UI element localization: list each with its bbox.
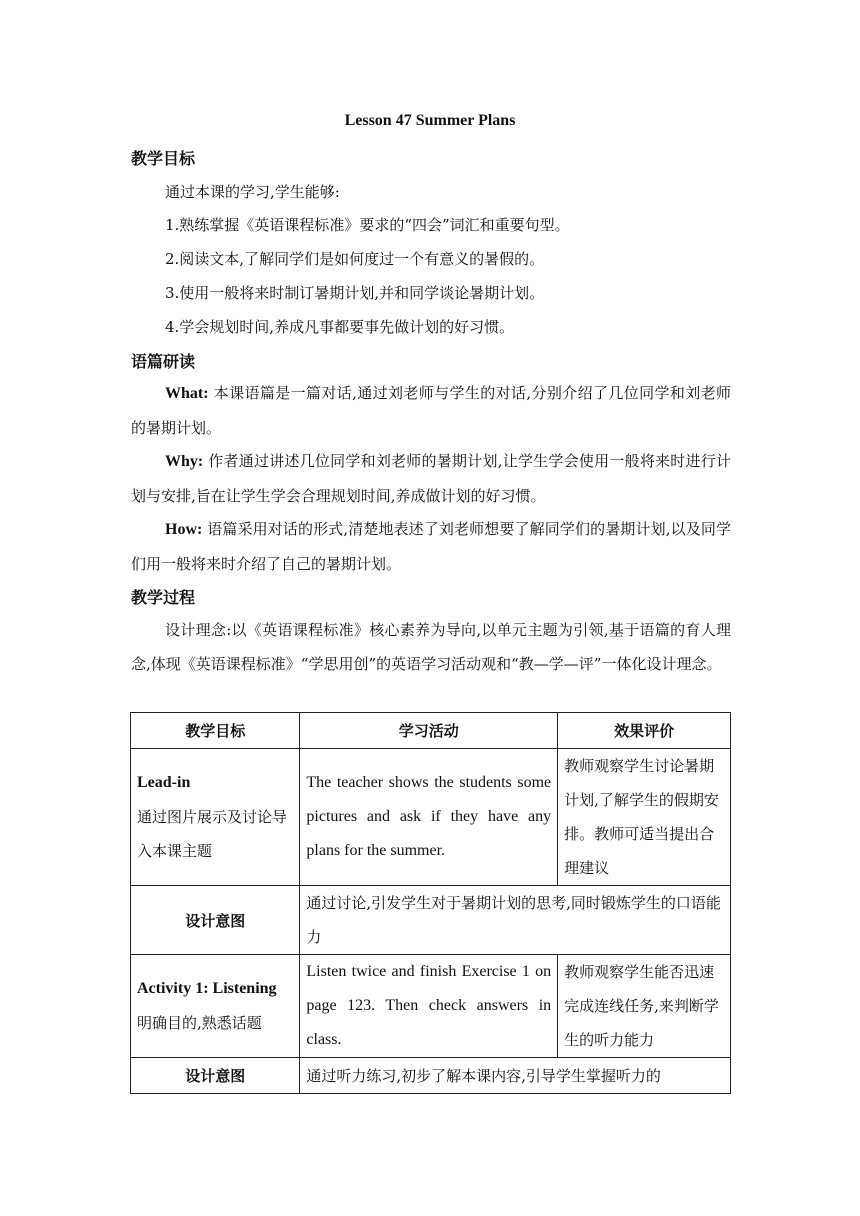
row4-intent-text: 通过听力练习,初步了解本课内容,引导学生掌握听力的	[300, 1058, 731, 1094]
row1-goal-text: 通过图片展示及讨论导入本课主题	[137, 808, 288, 860]
row2-intent-label: 设计意图	[131, 886, 300, 955]
table-row	[131, 1058, 731, 1094]
row3-activity: Listen twice and finish Exercise 1 on page 123. Then check answers in class.	[300, 955, 558, 1058]
objectives-heading: 教学目标	[131, 149, 196, 168]
what-label: What:	[165, 385, 209, 402]
row1-activity: The teacher shows the students some pictures and ask if they have any plans for the summer.	[300, 749, 558, 886]
row3-goal	[131, 955, 300, 1058]
objective-item-3: 3.使用一般将来时制订暑期计划,并和同学谈论暑期计划。	[165, 284, 545, 302]
row1-goal	[131, 749, 300, 886]
why-paragraph	[131, 444, 731, 513]
process-heading: 教学过程	[131, 588, 196, 607]
how-paragraph	[131, 512, 731, 581]
row3-goal-text: 明确目的,熟悉话题	[137, 1014, 262, 1032]
objective-item-4: 4.学会规划时间,养成凡事都要事先做计划的好习惯。	[165, 318, 515, 336]
row3-goal-title: Activity 1: Listening	[137, 980, 277, 997]
row1-evaluation: 教师观察学生讨论暑期计划,了解学生的假期安排。教师可适当提出合理建议	[558, 749, 731, 886]
table-header-row	[131, 713, 731, 749]
header-activity: 学习活动	[300, 713, 558, 749]
analysis-heading: 语篇研读	[131, 352, 196, 371]
what-text: 本课语篇是一篇对话,通过刘老师与学生的对话,分别介绍了几位同学和刘老师的暑期计划。	[131, 384, 731, 437]
why-label: Why:	[165, 453, 204, 470]
table-row	[131, 886, 731, 955]
how-text: 语篇采用对话的形式,清楚地表述了刘老师想要了解同学们的暑期计划,以及同学们用一般将来时介绍了自己的暑期计划。	[131, 520, 731, 573]
row1-goal-title: Lead-in	[137, 774, 191, 791]
header-evaluation: 效果评价	[558, 713, 731, 749]
table-row	[131, 955, 731, 1058]
table-row	[131, 749, 731, 886]
objectives-intro: 通过本课的学习,学生能够:	[165, 183, 340, 201]
row3-evaluation: 教师观察学生能否迅速完成连线任务,来判断学生的听力能力	[558, 955, 731, 1058]
what-paragraph	[131, 376, 731, 445]
objective-item-1: 1.熟练掌握《英语课程标准》要求的“四会”词汇和重要句型。	[165, 216, 570, 234]
header-goal: 教学目标	[131, 713, 300, 749]
objective-item-2: 2.阅读文本,了解同学们是如何度过一个有意义的暑假的。	[165, 250, 545, 268]
row4-intent-label: 设计意图	[131, 1058, 300, 1094]
lesson-title: Lesson 47 Summer Plans	[344, 112, 516, 129]
row2-intent-text: 通过讨论,引发学生对于暑期计划的思考,同时锻炼学生的口语能力	[300, 886, 731, 955]
how-label: How:	[165, 521, 203, 538]
why-text: 作者通过讲述几位同学和刘老师的暑期计划,让学生学会使用一般将来时进行计划与安排,旨在让学生学会合理规划时间,养成做计划的好习惯。	[131, 452, 731, 505]
design-concept: 设计理念:以《英语课程标准》核心素养为导向,以单元主题为引领,基于语篇的育人理念,体现《英语课程标准》“学思用创”的英语学习活动观和“教—学—评”一体化设计理念。	[131, 621, 731, 673]
lesson-table	[130, 712, 731, 1094]
